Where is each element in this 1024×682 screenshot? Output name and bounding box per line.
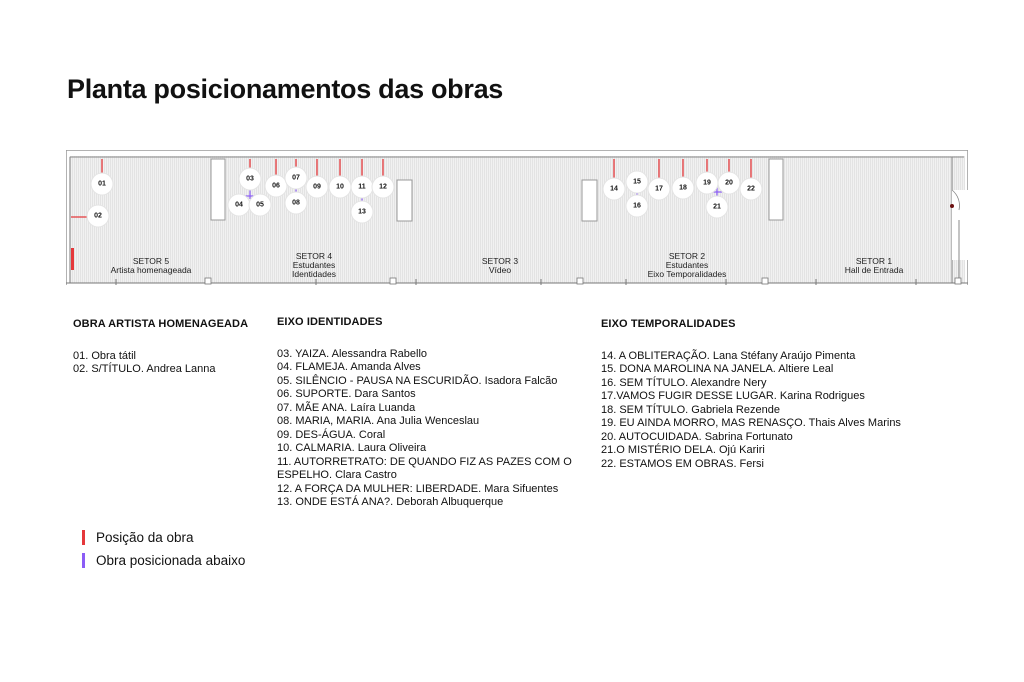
sector-3-label: SETOR 3 Vídeo <box>481 256 519 275</box>
artwork-marker-22[interactable]: 22 <box>741 179 762 200</box>
list-item: 19. EU AINDA MORRO, MAS RENASÇO. Thais Alves Marins <box>601 417 901 429</box>
red-bar-icon <box>82 530 85 545</box>
artwork-marker-16[interactable]: 16 <box>627 196 648 217</box>
section-heading: EIXO IDENTIDADES <box>277 316 383 328</box>
list-item: 20. AUTOCUIDADA. Sabrina Fortunato <box>601 430 793 443</box>
artwork-marker-02[interactable]: 02 <box>88 206 109 227</box>
list-item: 14. A OBLITERAÇÃO. Lana Stéfany Araújo Pimenta <box>601 349 856 362</box>
artwork-marker-10[interactable]: 10 <box>330 177 351 198</box>
list-item: 10. CALMARIA. Laura Oliveira <box>277 442 427 454</box>
list-item: 02. S/TÍTULO. Andrea Lanna <box>73 363 216 375</box>
list-eixo-identidades <box>277 316 572 510</box>
page-title: Planta posicionamentos das obras <box>67 74 504 104</box>
purple-bar-icon <box>82 553 85 568</box>
list-item: 06. SUPORTE. Dara Santos <box>277 388 416 400</box>
list-item: 21.O MISTÉRIO DELA. Ojú Kariri <box>601 444 765 456</box>
legend-below <box>82 553 245 568</box>
entrance-marker <box>950 204 954 208</box>
wall-position-mark <box>71 248 74 270</box>
artwork-marker-12[interactable]: 12 <box>373 177 394 198</box>
legend-position <box>82 530 194 545</box>
list-item: 05. SILÊNCIO - PAUSA NA ESCURIDÃO. Isadora Falcão <box>277 374 558 387</box>
artwork-marker-04[interactable]: 04 <box>229 195 250 216</box>
legend-label: Posição da obra <box>96 530 194 545</box>
list-eixo-temporalidades <box>601 318 901 471</box>
artwork-marker-11[interactable]: 11 <box>352 177 373 198</box>
artwork-marker-17[interactable]: 17 <box>649 179 670 200</box>
partition-wall <box>397 180 412 221</box>
artwork-marker-15[interactable]: 15 <box>627 172 648 193</box>
list-item: ESPELHO. Clara Castro <box>277 469 397 481</box>
artwork-marker-01[interactable]: 01 <box>92 174 113 195</box>
artwork-marker-08[interactable]: 08 <box>286 193 307 214</box>
artwork-marker-18[interactable]: 18 <box>673 178 694 199</box>
list-item: 03. YAIZA. Alessandra Rabello <box>277 347 428 360</box>
sector-5-label: SETOR 5 Artista homenageada <box>110 256 192 275</box>
artwork-marker-07[interactable]: 07 <box>286 168 307 189</box>
partition-wall <box>769 159 783 220</box>
list-item: 18. SEM TÍTULO. Gabriela Rezende <box>601 403 780 416</box>
artwork-marker-20[interactable]: 20 <box>719 173 740 194</box>
artwork-marker-05[interactable]: 05 <box>250 195 271 216</box>
list-item: 17.VAMOS FUGIR DESSE LUGAR. Karina Rodrigues <box>601 390 865 402</box>
floor-plan <box>66 150 968 285</box>
list-item: 22. ESTAMOS EM OBRAS. Fersi <box>601 457 764 470</box>
list-item: 12. A FORÇA DA MULHER: LIBERDADE. Mara Sifuentes <box>277 482 559 495</box>
list-item: 09. DES-ÁGUA. Coral <box>277 428 386 441</box>
section-heading: EIXO TEMPORALIDADES <box>601 318 736 330</box>
sector-2-label: SETOR 2 Estudantes Eixo Temporalidades <box>647 251 727 279</box>
artwork-marker-09[interactable]: 09 <box>307 177 328 198</box>
list-item: 07. MÃE ANA. Laíra Luanda <box>277 401 416 414</box>
list-item: 11. AUTORRETRATO: DE QUANDO FIZ AS PAZES COM O <box>277 455 572 468</box>
artwork-marker-19[interactable]: 19 <box>697 173 718 194</box>
partition-wall <box>582 180 597 221</box>
artwork-marker-03[interactable]: 03 <box>240 169 261 190</box>
list-item: 16. SEM TÍTULO. Alexandre Nery <box>601 376 767 389</box>
sector-1-label: SETOR 1 Hall de Entrada <box>844 256 904 275</box>
sector-4-label: SETOR 4 Estudantes Identidades <box>292 251 336 279</box>
section-heading: OBRA ARTISTA HOMENAGEADA <box>73 318 249 330</box>
list-artista-homenageada <box>73 318 248 377</box>
artwork-marker-14[interactable]: 14 <box>604 179 625 200</box>
artwork-marker-13[interactable]: 13 <box>352 202 373 223</box>
list-item: 01. Obra tátil <box>73 349 136 362</box>
list-item: 08. MARIA, MARIA. Ana Julia Wenceslau <box>277 415 480 427</box>
partition-wall <box>211 159 225 220</box>
artwork-marker-06[interactable]: 06 <box>266 176 287 197</box>
list-item: 15. DONA MAROLINA NA JANELA. Altiere Leal <box>601 363 834 375</box>
list-item: 04. FLAMEJA. Amanda Alves <box>277 361 421 373</box>
legend-label: Obra posicionada abaixo <box>96 553 246 568</box>
artwork-marker-21[interactable]: 21 <box>707 197 728 218</box>
list-item: 13. ONDE ESTÁ ANA?. Deborah Albuquerque <box>277 496 504 508</box>
